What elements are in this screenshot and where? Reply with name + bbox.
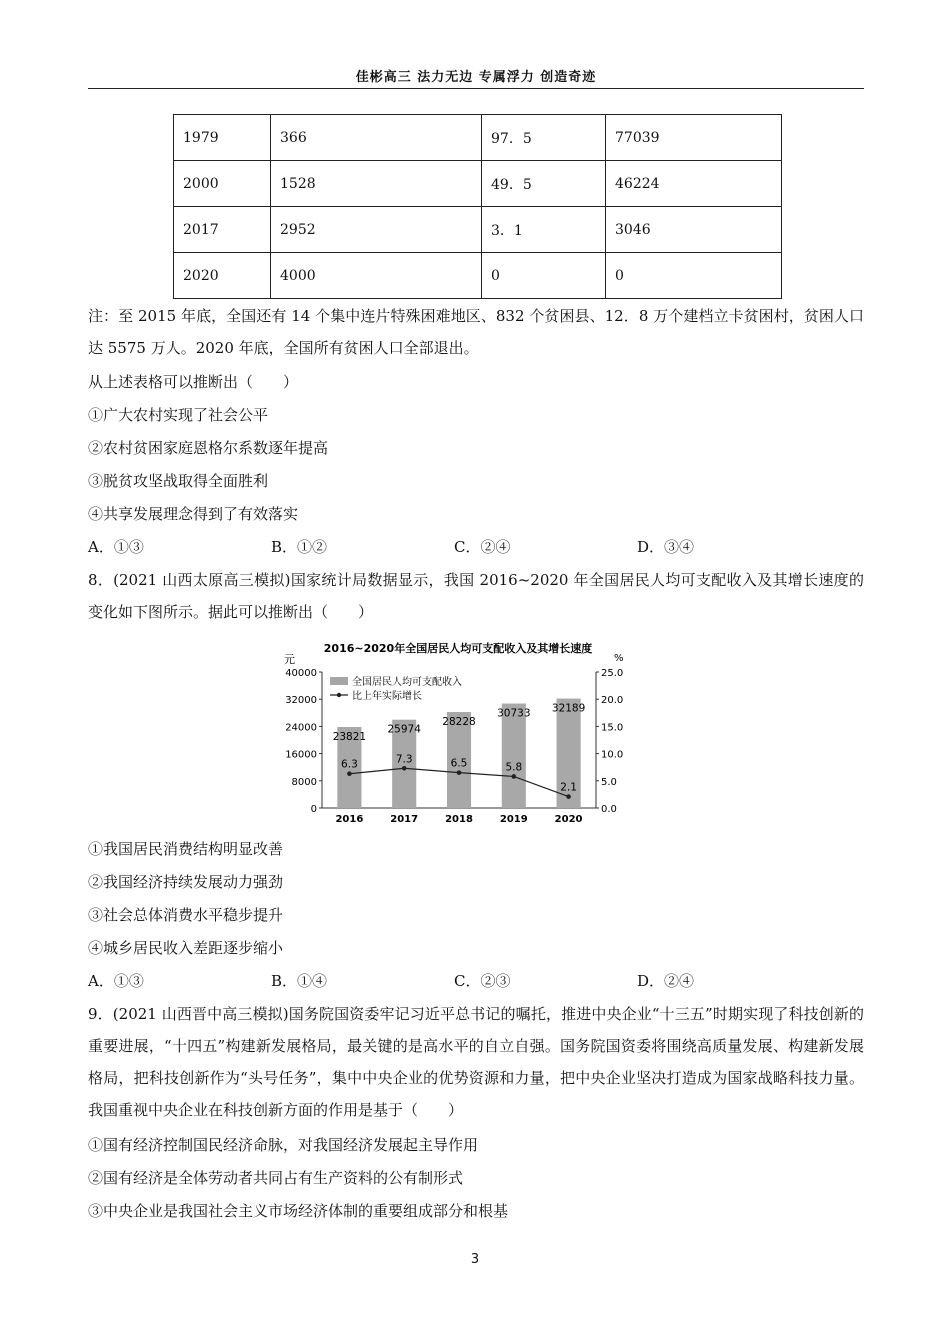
income-chart [278, 636, 638, 828]
table-row [174, 161, 782, 207]
table-cell: 2952 [271, 207, 482, 253]
q8-option-b[interactable]: B．①④ [271, 972, 328, 990]
poverty-data-table [173, 114, 782, 299]
left-tick-label: 8000 [291, 776, 317, 788]
chart-left-axis-unit: 元 [284, 653, 295, 666]
table-cell: 3．1 [482, 207, 606, 253]
x-tick-label: 2018 [445, 814, 473, 825]
right-tick-label: 10.0 [601, 749, 624, 761]
q8-item-2: ②我国经济持续发展动力强劲 [88, 873, 284, 891]
legend-line-label: 比上年实际增长 [352, 691, 422, 702]
q8-option-c[interactable]: C．②③ [454, 972, 511, 990]
table-cell: 77039 [606, 115, 782, 161]
table-cell: 46224 [606, 161, 782, 207]
left-tick-label: 40000 [285, 668, 317, 679]
table-cell: 0 [482, 253, 606, 299]
table-cell: 97．5 [482, 115, 606, 161]
right-tick-label: 15.0 [601, 722, 624, 734]
table-row [174, 207, 782, 253]
table-row [174, 253, 782, 299]
q7-option-c[interactable]: C．②④ [454, 538, 511, 556]
q8-stem: 8．(2021 山西太原高三模拟)国家统计局数据显示，我国 2016~2020 年全国居民人均可支配收入及其增长速度的变化如下图所示。据此可以推断出（ ） [88, 571, 864, 621]
x-tick-label: 2016 [335, 814, 364, 825]
left-tick-label: 16000 [285, 749, 317, 761]
q7-item-1: ①广大农村实现了社会公平 [88, 406, 269, 424]
growth-label: 6.3 [341, 758, 358, 771]
table-cell: 1528 [271, 161, 482, 207]
q9-item-2: ②国有经济是全体劳动者共同占有生产资料的公有制形式 [88, 1169, 464, 1187]
q8-item-1: ①我国居民消费结构明显改善 [88, 840, 284, 858]
x-tick-label: 2020 [554, 814, 583, 825]
right-tick-label: 0.0 [601, 804, 617, 815]
growth-label: 5.8 [505, 761, 523, 774]
table-cell: 2020 [174, 253, 271, 299]
income-bar-label: 25974 [387, 723, 421, 736]
right-tick-label: 25.0 [601, 668, 624, 679]
table-cell: 0 [606, 253, 782, 299]
right-tick-label: 20.0 [601, 695, 624, 707]
legend-bar-label: 全国居民人均可支配收入 [352, 677, 462, 688]
right-tick-label: 5.0 [601, 776, 617, 788]
x-tick-label: 2017 [390, 814, 419, 825]
growth-point [566, 794, 571, 799]
q7-option-d[interactable]: D．③④ [637, 538, 695, 556]
q7-item-4: ④共享发展理念得到了有效落实 [88, 505, 299, 523]
growth-point [512, 774, 517, 779]
q8-option-a[interactable]: A．①③ [88, 972, 144, 990]
q7-option-a[interactable]: A．①③ [88, 538, 144, 556]
q8-item-3: ③社会总体消费水平稳步提升 [88, 906, 284, 924]
chart-legend [330, 675, 462, 702]
chart-title: 2016~2020年全国居民人均可支配收入及其增长速度 [323, 642, 593, 655]
left-tick-label: 32000 [285, 695, 317, 707]
q8-option-d[interactable]: D．②④ [637, 972, 695, 990]
growth-label: 6.5 [450, 757, 468, 770]
q7-option-b[interactable]: B．①② [271, 538, 328, 556]
table-cell: 2017 [174, 207, 271, 253]
q7-item-2: ②农村贫困家庭恩格尔系数逐年提高 [88, 439, 329, 457]
table-cell: 4000 [271, 253, 482, 299]
q8-item-4: ④城乡居民收入差距逐步缩小 [88, 939, 284, 957]
page-number: 3 [470, 1252, 480, 1267]
growth-point [402, 766, 407, 771]
growth-point [347, 771, 352, 776]
income-bar-label: 28228 [442, 716, 476, 729]
page-header: 佳彬高三 法力无边 专属浮力 创造奇迹 [355, 70, 597, 85]
q9-item-1: ①国有经济控制国民经济命脉，对我国经济发展起主导作用 [88, 1136, 479, 1154]
legend-line-marker [337, 693, 341, 697]
table-cell: 2000 [174, 161, 271, 207]
growth-label: 7.3 [395, 753, 413, 766]
q9-stem: 9．(2021 山西晋中高三模拟)国务院国资委牢记习近平总书记的嘱托，推进中央企业“十三五”时期实现了科技创新的重要进展，“十四五”构建新发展格局，最关键的是高水平的自立自强。国务院国资委将围绕高质量发展、构建新发展格局，把科技创新作为“头号任务”，集中中央企业的优势资源和力量，把中央企业坚决打造成为国家战略科技力量。我国重视中央企业在科技创新方面的作用是基于（ ） [88, 1005, 864, 1119]
chart-right-ticks [596, 668, 623, 815]
growth-label: 2.1 [560, 781, 577, 794]
q7-stem: 从上述表格可以推断出（ ） [88, 373, 299, 391]
q7-note: 注：至 2015 年底，全国还有 14 个集中连片特殊困难地区、832 个贫困县、12．8 万个建档立卡贫困村，贫困人口达 5575 万人。2020 年底，全国所有贫困人口全部退出。 [88, 307, 864, 357]
chart-x-labels [335, 814, 582, 825]
table-cell: 49．5 [482, 161, 606, 207]
left-tick-label: 24000 [285, 722, 317, 734]
chart-bars [333, 699, 586, 808]
table-row [174, 115, 782, 161]
left-tick-label: 0 [310, 804, 317, 815]
q9-item-3: ③中央企业是我国社会主义市场经济体制的重要组成部分和根基 [88, 1202, 509, 1220]
table-cell: 3046 [606, 207, 782, 253]
income-bar-label: 30733 [497, 707, 531, 720]
growth-point [457, 770, 462, 775]
q7-item-3: ③脱贫攻坚战取得全面胜利 [88, 472, 269, 490]
income-bar-label: 23821 [332, 731, 367, 744]
legend-bar-swatch [330, 677, 348, 685]
table-cell: 366 [271, 115, 482, 161]
table-cell: 1979 [174, 115, 271, 161]
chart-right-axis-unit: % [614, 653, 624, 664]
header-rule [88, 88, 864, 89]
x-tick-label: 2019 [499, 814, 528, 825]
chart-left-ticks [285, 668, 322, 815]
income-bar-label: 32189 [551, 702, 586, 715]
